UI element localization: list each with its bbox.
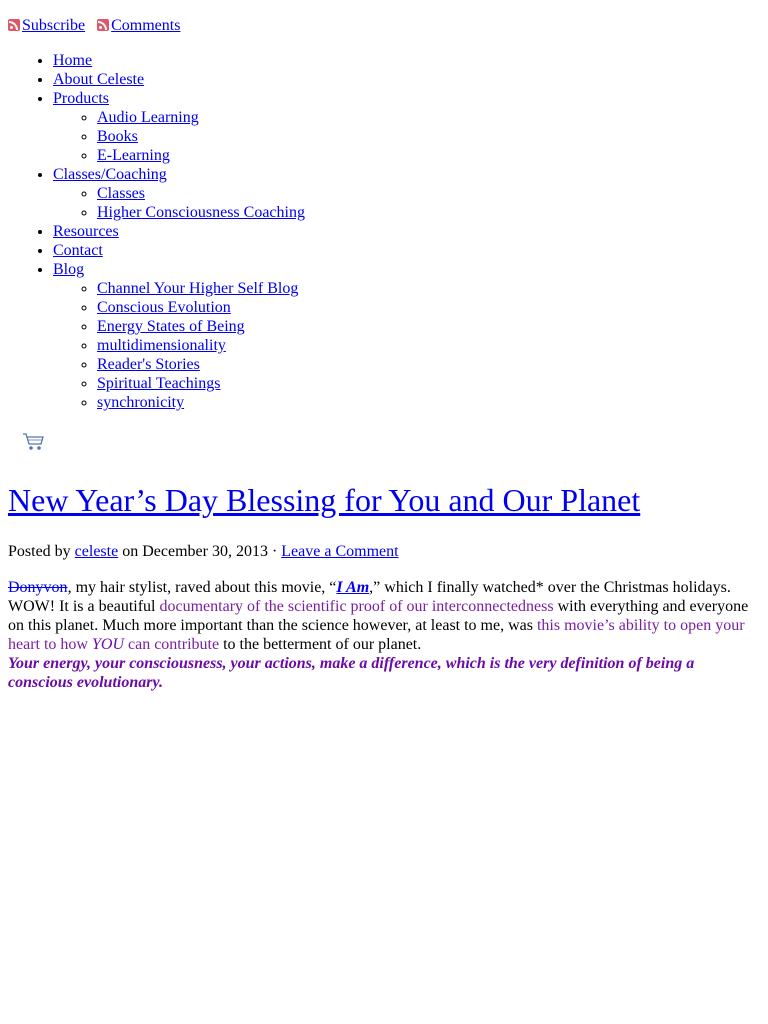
submenu-item <box>97 336 305 355</box>
nav-item-resources <box>53 222 305 241</box>
submenu-item <box>97 279 305 298</box>
nav-link-higher-consciousness-coaching[interactable]: Higher Consciousness Coaching <box>97 204 305 221</box>
meta-prefix: Posted by <box>8 543 75 560</box>
nav-item-contact <box>53 241 305 260</box>
blog-submenu <box>53 279 305 412</box>
highlight-text: can contribute <box>124 636 220 653</box>
submenu-item <box>97 393 305 412</box>
nav-link-audio-learning[interactable]: Audio Learning <box>97 109 199 126</box>
post-content <box>8 578 753 692</box>
text-span: , my hair stylist, raved about this movie, “ <box>67 579 337 596</box>
submenu-item <box>97 317 305 336</box>
nav-link-spiritual-teachings[interactable]: Spiritual Teachings <box>97 375 221 392</box>
highlight-emphasis: YOU <box>91 636 124 653</box>
post-meta <box>8 542 399 561</box>
submenu-item <box>97 355 305 374</box>
text-span: to the betterment of our planet. <box>219 636 422 653</box>
nav-link-multidimensionality[interactable]: multidimensionality <box>97 337 226 354</box>
rss-icon <box>8 19 20 31</box>
post-emphasis-paragraph: Your energy, your consciousness, your actions, make a difference, which is the very definition of being a conscious evolutionary. <box>8 655 695 691</box>
submenu-item <box>97 374 305 393</box>
highlight-text: this movie’s ability to open your heart to how <box>8 617 745 653</box>
nav-item-about <box>53 70 305 89</box>
submenu-item <box>97 184 305 203</box>
post-title <box>8 478 640 522</box>
submenu-item <box>97 298 305 317</box>
nav-link-e-learning[interactable]: E-Learning <box>97 147 170 164</box>
comments-feed-link[interactable] <box>97 16 180 35</box>
meta-date: on December 30, 2013 · <box>118 543 282 560</box>
stylist-link[interactable]: Donyvon <box>8 579 68 596</box>
main-navigation <box>13 51 305 412</box>
nav-link-blog[interactable]: Blog <box>53 261 85 278</box>
nav-link-classes[interactable]: Classes <box>97 185 145 202</box>
nav-link-classes-coaching[interactable]: Classes/Coaching <box>53 166 167 183</box>
movie-link[interactable]: I Am <box>336 579 370 596</box>
comments-label: Comments <box>111 17 181 34</box>
classes-submenu <box>53 184 305 222</box>
nav-link-synchronicity[interactable]: synchronicity <box>97 394 185 411</box>
feed-links <box>8 16 188 35</box>
nav-link-energy-states[interactable]: Energy States of Being <box>97 318 245 335</box>
author-link[interactable]: celeste <box>74 543 119 560</box>
submenu-item <box>97 146 305 165</box>
nav-item-products <box>53 89 305 165</box>
nav-link-channel-blog[interactable]: Channel Your Higher Self Blog <box>97 280 299 297</box>
post-title-link[interactable]: New Year’s Day Blessing for You and Our Planet <box>8 482 641 518</box>
text-span: ,” which I finally watched* over the Christmas holidays. WOW! It is a beautiful <box>8 579 731 615</box>
nav-link-products[interactable]: Products <box>53 90 109 107</box>
nav-link-books[interactable]: Books <box>97 128 138 145</box>
text-span: with everything and everyone on this planet. Much more important than the science however, at least to me, was <box>8 598 749 634</box>
nav-link-resources[interactable]: Resources <box>53 223 119 240</box>
nav-link-conscious-evolution[interactable]: Conscious Evolution <box>97 299 231 316</box>
leave-comment-link[interactable]: Leave a Comment <box>281 543 399 560</box>
highlight-text: documentary of the scientific proof of our interconnectedness <box>159 598 554 615</box>
submenu-item <box>97 203 305 222</box>
nav-link-home[interactable]: Home <box>53 52 93 69</box>
submenu-item <box>97 127 305 146</box>
products-submenu <box>53 108 305 165</box>
nav-link-about[interactable]: About Celeste <box>53 71 145 88</box>
nav-item-classes-coaching <box>53 165 305 222</box>
nav-link-readers-stories[interactable]: Reader's Stories <box>97 356 200 373</box>
nav-item-home <box>53 51 305 70</box>
shopping-cart-icon[interactable] <box>22 432 46 452</box>
submenu-item <box>97 108 305 127</box>
nav-item-blog <box>53 260 305 412</box>
subscribe-label: Subscribe <box>22 17 86 34</box>
post-paragraph <box>8 578 753 654</box>
rss-icon <box>97 19 109 31</box>
subscribe-link[interactable] <box>8 16 85 35</box>
nav-link-contact[interactable]: Contact <box>53 242 103 259</box>
